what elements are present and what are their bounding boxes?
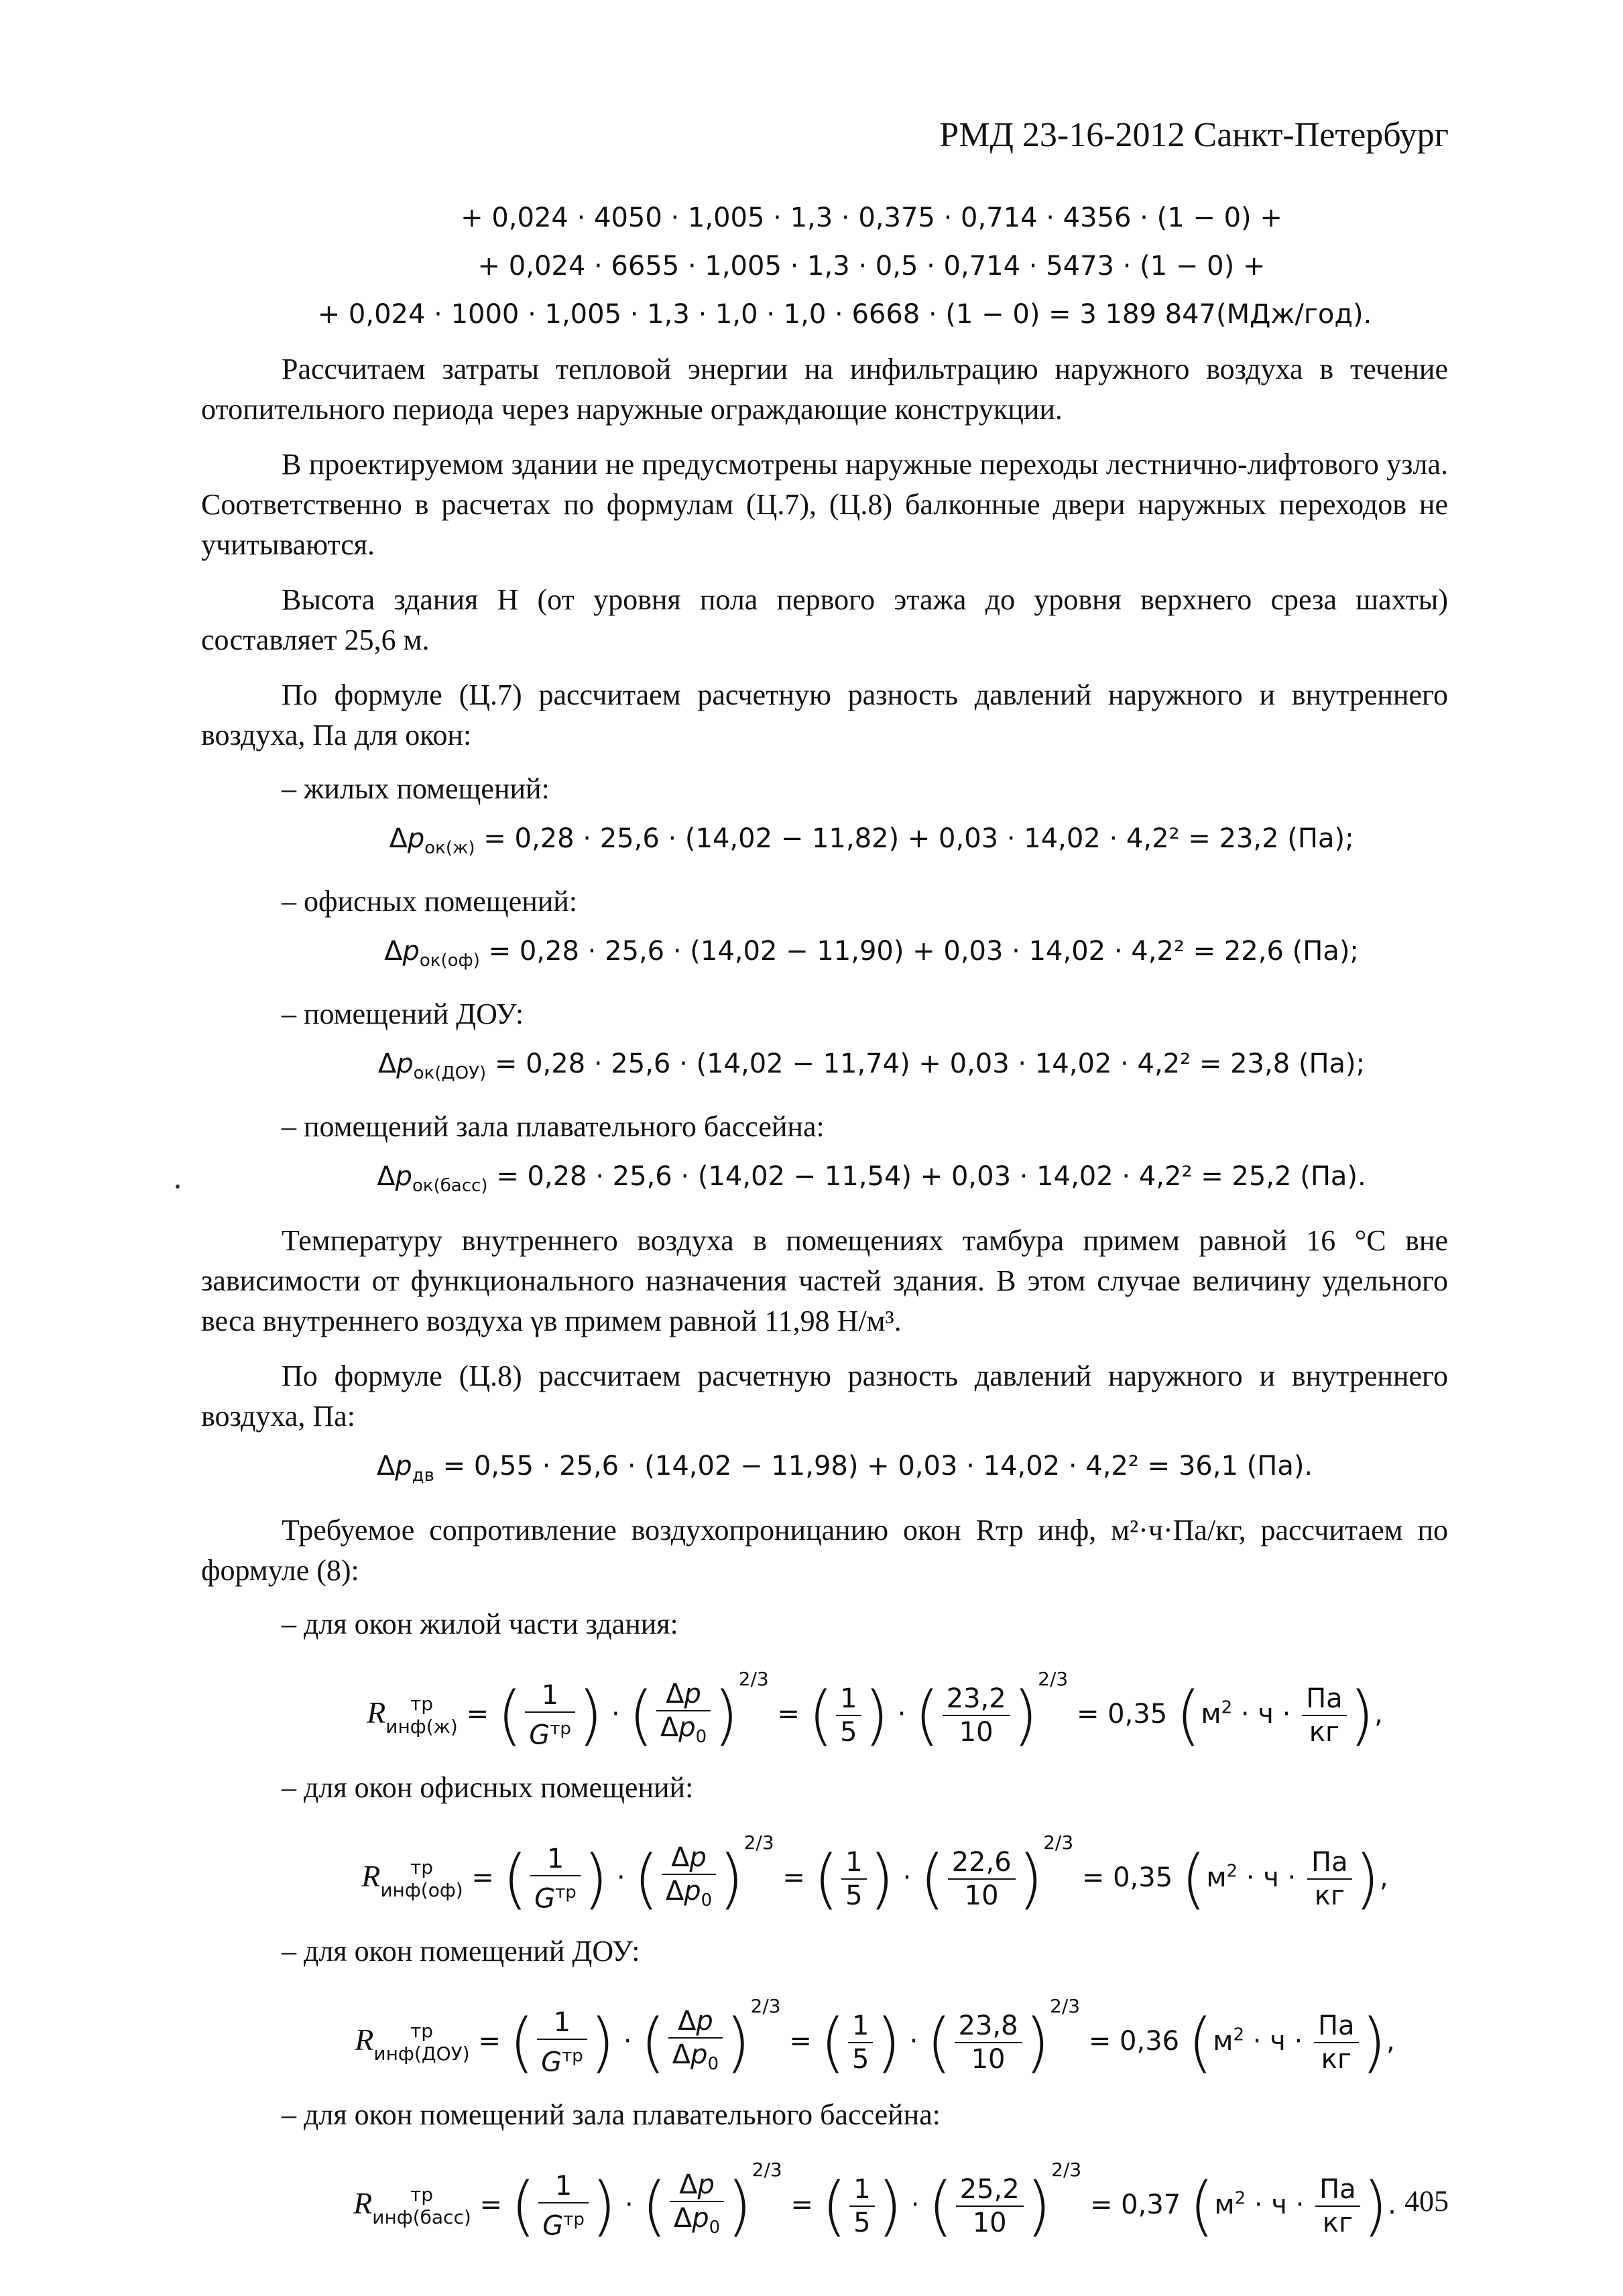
dp-label-2: – офисных помещений: bbox=[282, 885, 578, 918]
dp-equation: = 0,28 · 25,6 · (14,02 − 11,82) + 0,03 · 14,02 · 4,2² = 23,2 (Па); bbox=[483, 823, 1354, 854]
r-formula-2: R тр инф(оф) = ( $\frac{1}{G^{тр}}$ ) · ( $\frac{\Delta p}{\Delta p_0}$ )2/3 = ( $\frac{1}{5}$ ) · ( $\frac{22,6}{10}$ )2/3 = 0,35 ($м^2 \cdot ч$ · $\frac{Па}{кг}$ ), bbox=[361, 1831, 1388, 1917]
dp-equation: = 0,28 · 25,6 · (14,02 − 11,90) + 0,03 · 14,02 · 4,2² = 22,6 (Па); bbox=[488, 936, 1359, 967]
r-formula-1: R тр инф(ж) = ( $\frac{1}{G^{тр}}$ ) · ( $\frac{\Delta p}{\Delta p_0}$ )2/3 = ( $\frac{1}{5}$ ) · ( $\frac{23,2}{10}$ )2/3 = 0,35 ($м^2 \cdot ч$ · $\frac{Па}{кг}$ ), bbox=[367, 1668, 1383, 1753]
r-list bbox=[201, 1604, 1448, 2244]
r-numerator: 22,6 bbox=[948, 1846, 1016, 1880]
dp-formula-3: $\Delta p_{ок(ДОУ)} = 0,28 \cdot 25,6 \cdot (14,02 - 11,74) + 0,03 \cdot 14,02 \cdot 4,2^2 = 23,8$ (Па); bbox=[377, 1048, 1366, 1083]
dp-subscript: ок(ДОУ) bbox=[413, 1063, 487, 1083]
r-label-1: – для окон жилой части здания: bbox=[282, 1608, 678, 1640]
r-subscript: инф(басс) bbox=[372, 2206, 471, 2228]
paragraph-5: Температуру внутреннего воздуха в помещениях тамбура примем равной 16 °С вне зависимости от функционального назначения частей здания. В этом случае величину удельного веса внутреннего воздуха γв примем равной 11,98 Н/м³. bbox=[201, 1224, 1448, 1337]
paragraph-3: Высота здания H (от уровня пола первого этажа до уровня верхнего среза шахты) составляет 25,6 м. bbox=[201, 583, 1448, 656]
paragraph-4: По формуле (Ц.7) рассчитаем расчетную разность давлений наружного и внутреннего воздуха, Па для окон: bbox=[201, 678, 1448, 751]
paragraph-6: По формуле (Ц.8) рассчитаем расчетную разность давлений наружного и внутреннего воздуха, Па: bbox=[201, 1360, 1448, 1433]
dp-label-1: – жилых помещений: bbox=[282, 772, 550, 805]
dp-label-4: – помещений зала плавательного бассейна: bbox=[282, 1110, 825, 1143]
r-label-4: – для окон помещений зала плавательного бассейна: bbox=[282, 2098, 941, 2131]
r-result: = 0,35 bbox=[1076, 1699, 1168, 1730]
r-subscript: инф(ДОУ) bbox=[373, 2043, 470, 2065]
paragraph-1: Рассчитаем затраты тепловой энергии на инфильтрацию наружного воздуха в течение отопительного периода через наружные ограждающие конструкции. bbox=[201, 353, 1448, 426]
calc-line-3: + 0,024 · 1000 · 1,005 · 1,3 · 1,0 · 1,0 · 6668 · (1 − 0) = 3 189 847(МДж/год). bbox=[317, 299, 1372, 330]
r-result: = 0,36 bbox=[1088, 2026, 1180, 2057]
r-result: = 0,37 bbox=[1089, 2189, 1181, 2220]
r-formula-3: R тр инф(ДОУ) = ( $\frac{1}{G^{тр}}$ ) · ( $\frac{\Delta p}{\Delta p_0}$ )2/3 = ( $\frac{1}{5}$ ) · ( $\frac{23,8}{10}$ )2/3 = 0,36 ($м^2 \cdot ч$ · $\frac{Па}{кг}$ ), bbox=[355, 1995, 1395, 2080]
dp-dv-equation: = 0,55 · 25,6 · (14,02 − 11,98) + 0,03 · 14,02 · 4,2² = 36,1 (Па). bbox=[442, 1451, 1313, 1482]
dp-formula-1: $\Delta p_{ок(ж)} = 0,28 \cdot 25,6 \cdot (14,02 - 11,82) + 0,03 \cdot 14,02 \cdot 4,2^2 = 23,2$ (Па); bbox=[389, 823, 1354, 858]
page-number: 405 bbox=[1404, 2185, 1449, 2218]
dp-dv-subscript: дв bbox=[412, 1465, 434, 1486]
dp-dv-formula: $\Delta p_{дв} = 0,55 \cdot 25,6 \cdot (14,02 - 11,98) + 0,03 \cdot 14,02 \cdot 4,2^2 = 36,1$ (Па). bbox=[376, 1451, 1313, 1486]
dp-subscript: ок(басс) bbox=[412, 1176, 488, 1196]
r-formula-4: R тр инф(басс) = ( $\frac{1}{G^{тр}}$ ) · ( $\frac{\Delta p}{\Delta p_0}$ )2/3 = ( $\frac{1}{5}$ ) · ( $\frac{25,2}{10}$ )2/3 = 0,37 ($м^2 \cdot ч$ · $\frac{Па}{кг}$ ). bbox=[353, 2159, 1396, 2244]
r-result: = 0,35 bbox=[1081, 1862, 1173, 1893]
dp-subscript: ок(ж) bbox=[424, 838, 475, 858]
dp-equation: = 0,28 · 25,6 · (14,02 − 11,54) + 0,03 · 14,02 · 4,2² = 25,2 (Па). bbox=[496, 1161, 1366, 1192]
r-subscript: инф(оф) bbox=[380, 1879, 463, 1901]
r-label-2: – для окон офисных помещений: bbox=[282, 1771, 694, 1804]
paragraph-7: Требуемое сопротивление воздухопроницанию окон Rтр инф, м²·ч·Па/кг, рассчитаем по формуле (8): bbox=[201, 1514, 1448, 1587]
calc-line-2: + 0,024 · 6655 · 1,005 · 1,3 · 0,5 · 0,714 · 5473 · (1 − 0) + bbox=[477, 251, 1266, 282]
dp-formula-4: $\Delta p_{ок(басс)} = 0,28 \cdot 25,6 \cdot (14,02 - 11,54) + 0,03 \cdot 14,02 \cdot 4,2^2 = 25,2$ (Па). bbox=[377, 1161, 1366, 1196]
page-header: РМД 23-16-2012 Санкт-Петербург bbox=[939, 116, 1449, 154]
scan-dot bbox=[176, 1185, 180, 1189]
r-numerator: 23,2 bbox=[943, 1683, 1010, 1716]
dp-label-3: – помещений ДОУ: bbox=[282, 998, 524, 1030]
dp-equation: = 0,28 · 25,6 · (14,02 − 11,74) + 0,03 · 14,02 · 4,2² = 23,8 (Па); bbox=[494, 1048, 1366, 1079]
r-numerator: 23,8 bbox=[955, 2010, 1022, 2043]
r-subscript: инф(ж) bbox=[385, 1715, 458, 1738]
paragraph-2: В проектируемом здании не предусмотрены наружные переходы лестнично-лифтового узла. Соответственно в расчетах по формулам (Ц.7), (Ц.8) балконные двери наружных переходов не учитываются. bbox=[201, 448, 1448, 561]
r-numerator: 25,2 bbox=[956, 2173, 1024, 2207]
dp-subscript: ок(оф) bbox=[419, 951, 480, 971]
dp-list bbox=[201, 769, 1448, 1206]
dp-formula-2: $\Delta p_{ок(оф)} = 0,28 \cdot 25,6 \cdot (14,02 - 11,90) + 0,03 \cdot 14,02 \cdot 4,2^2 = 22,6$ (Па); bbox=[384, 936, 1359, 971]
calc-line-1: + 0,024 · 4050 · 1,005 · 1,3 · 0,375 · 0,714 · 4356 · (1 − 0) + bbox=[461, 202, 1282, 233]
r-label-3: – для окон помещений ДОУ: bbox=[282, 1935, 640, 1968]
page-content bbox=[201, 191, 1448, 2258]
